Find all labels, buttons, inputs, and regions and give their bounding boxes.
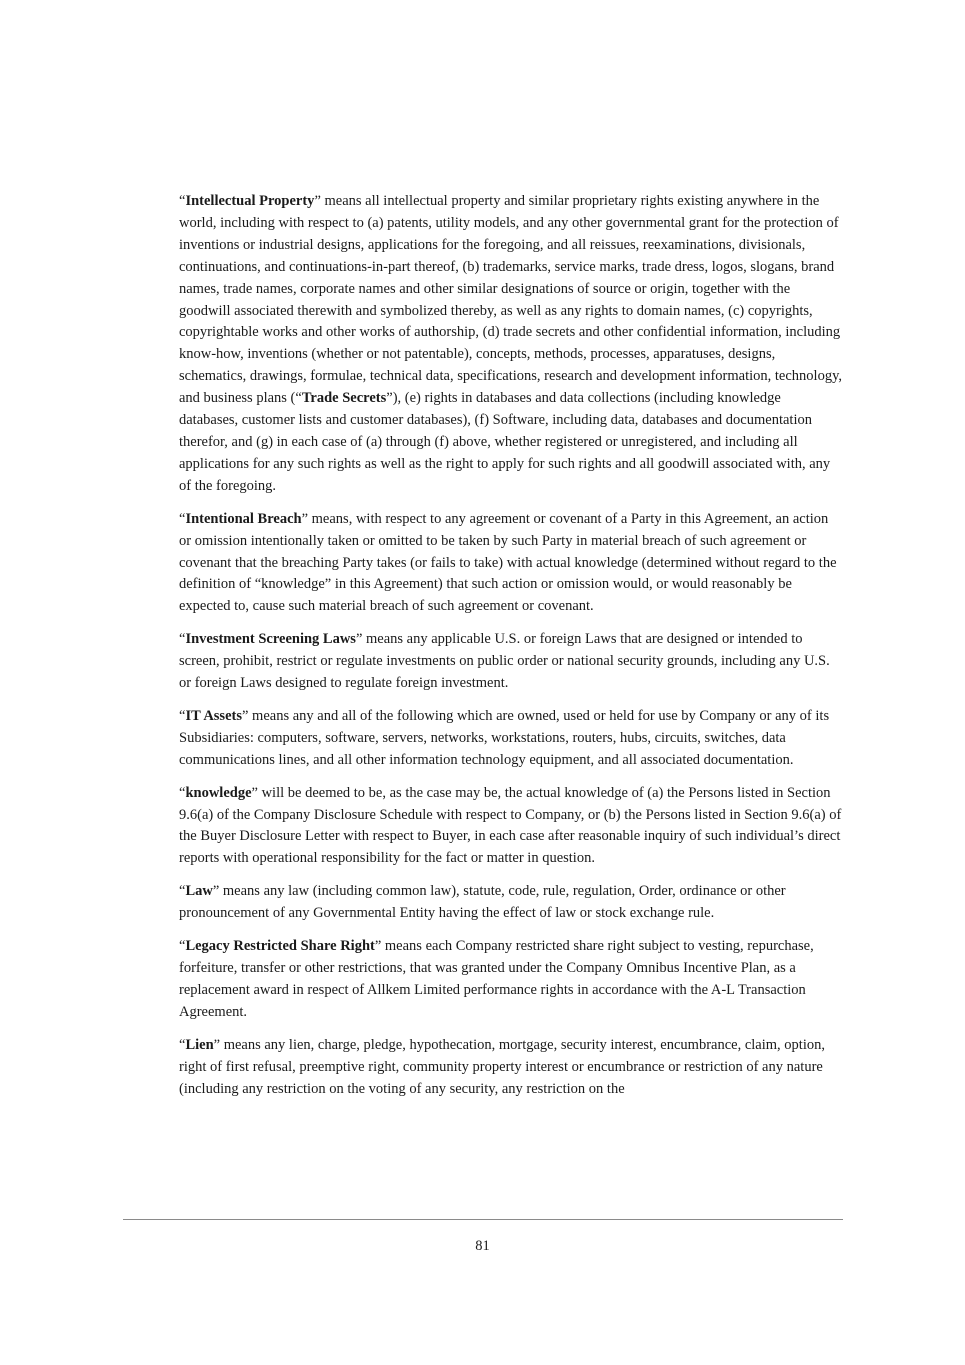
- definition-text: means any lien, charge, pledge, hypothecation, mortgage, security interest, encumbrance, claim, option, right of first refusal, preemptive right, community property interest or encumbrance or restriction of any nature (including any restriction on the voting of any security, any restriction on the: [179, 1036, 825, 1097]
- open-quote: “: [179, 707, 186, 724]
- close-quote: ”: [212, 883, 220, 900]
- defined-term: knowledge: [185, 784, 252, 801]
- footer-divider: [123, 1219, 843, 1220]
- definition-intellectual-property: [179, 191, 843, 498]
- definition-it-assets: [179, 706, 843, 772]
- definition-law: [179, 881, 843, 925]
- definition-lien: [179, 1035, 843, 1101]
- open-quote: “: [179, 883, 186, 900]
- close-quote: ”: [355, 631, 363, 648]
- open-quote: “: [179, 510, 186, 527]
- definition-text: means any and all of the following which are owned, used or held for use by Company or any of its Subsidiaries: computers, software, servers, networks, workstations, routers, hubs, circuits, switches, data communications lines, and all other information technology equipment, and all associated documentation.: [179, 707, 830, 768]
- definition-text: means any law (including common law), statute, code, rule, regulation, Order, ordinance or other pronouncement of any Governmental Entity having the effect of law or stock exchange rule.: [179, 883, 786, 922]
- open-quote: “: [179, 784, 186, 801]
- defined-term-inline: Trade Secrets: [301, 390, 387, 407]
- defined-term: IT Assets: [185, 707, 242, 724]
- defined-term: Intellectual Property: [185, 193, 315, 209]
- page-number: 81: [475, 1238, 490, 1254]
- definition-legacy-restricted-share-right: [179, 936, 843, 1024]
- definition-text: means any applicable U.S. or foreign Laws that are designed or intended to screen, prohibit, restrict or regulate investments on public order or national security grounds, including any U.S. or foreign Laws designed to regulate foreign investment.: [179, 631, 830, 692]
- definition-text: means each Company restricted share right subject to vesting, repurchase, forfeiture, transfer or other restrictions, that was granted under the Company Omnibus Incentive Plan, as a replacement award in respect of Allkem Limited performance rights in accordance with the A-L Transaction Agreement.: [179, 938, 814, 1020]
- defined-term: Investment Screening Laws: [185, 631, 356, 648]
- definition-investment-screening-laws: [179, 629, 843, 695]
- close-quote: ”: [251, 784, 258, 801]
- definition-text: means, with respect to any agreement or covenant of a Party in this Agreement, an action or omission intentionally taken or omitted to be taken by such Party in material breach of such agreement or covenant that the breaching Party takes (or fails to take) with actual knowledge (determined without regard to the definition of “knowledge” in this Agreement) that such action or omission would, or would reasonably be expected to, cause such material breach of such agreement or covenant.: [179, 510, 837, 615]
- definition-text: means all intellectual property and similar proprietary rights existing anywhere in the world, including with respect to (a) patents, utility models, and any other governmental grant for the protection of inventions or industrial designs, applications for the foregoing, and all reissues, reexaminations, divisionals, continuations, and continuations-in-part thereof, (b) trademarks, service marks, trade dress, logos, slogans, brand names, trade names, corporate names and other similar designations of source or origin, together with the goodwill associated therewith and symbolized thereby, as well as any rights to domain names, (c) copyrights, copyrightable works and other works of authorship, (d) trade secrets and other confidential information, including know-how, inventions (whether or not patentable), concepts, methods, processes, apparatuses, designs, schematics, drawings, formulae, technical data, specifications, research and development information, technology, and business plans (“: [179, 193, 842, 407]
- open-quote: “: [179, 631, 186, 648]
- definition-text: will be deemed to be, as the case may be, the actual knowledge of (a) the Persons listed in Section 9.6(a) of the Company Disclosure Schedule with respect to Company, or (b) the Persons listed in Section 9.6(a) of the Buyer Disclosure Letter with respect to Buyer, in each case after reasonable inquiry of such individual’s direct reports with operational responsibility for the fact or matter in question.: [179, 784, 842, 867]
- open-quote: “: [179, 1036, 186, 1053]
- open-quote: “: [179, 193, 186, 209]
- definition-knowledge: [179, 783, 843, 871]
- defined-term: Intentional Breach: [185, 510, 302, 527]
- document-body: [179, 191, 843, 1111]
- close-quote: ”: [213, 1036, 221, 1053]
- defined-term: Law: [185, 883, 213, 900]
- defined-term: Lien: [185, 1036, 214, 1053]
- close-quote: ”: [301, 510, 309, 527]
- definition-intentional-breach: [179, 509, 843, 619]
- close-quote: ”: [314, 193, 321, 209]
- close-quote: ”: [374, 938, 382, 955]
- close-quote: ”: [241, 707, 249, 724]
- defined-term: Legacy Restricted Share Right: [185, 938, 375, 955]
- open-quote: “: [179, 938, 186, 955]
- definition-text-continued: ”), (e) rights in databases and data collections (including knowledge databases, customer lists and customer databases), (f) Software, including data, databases and documentation therefor, and (g) in each case of (a) through (f) above, whether registered or unregistered, and including all applications for any such rights as well as the right to apply for such rights and all goodwill associated with, any of the foregoing.: [179, 390, 831, 494]
